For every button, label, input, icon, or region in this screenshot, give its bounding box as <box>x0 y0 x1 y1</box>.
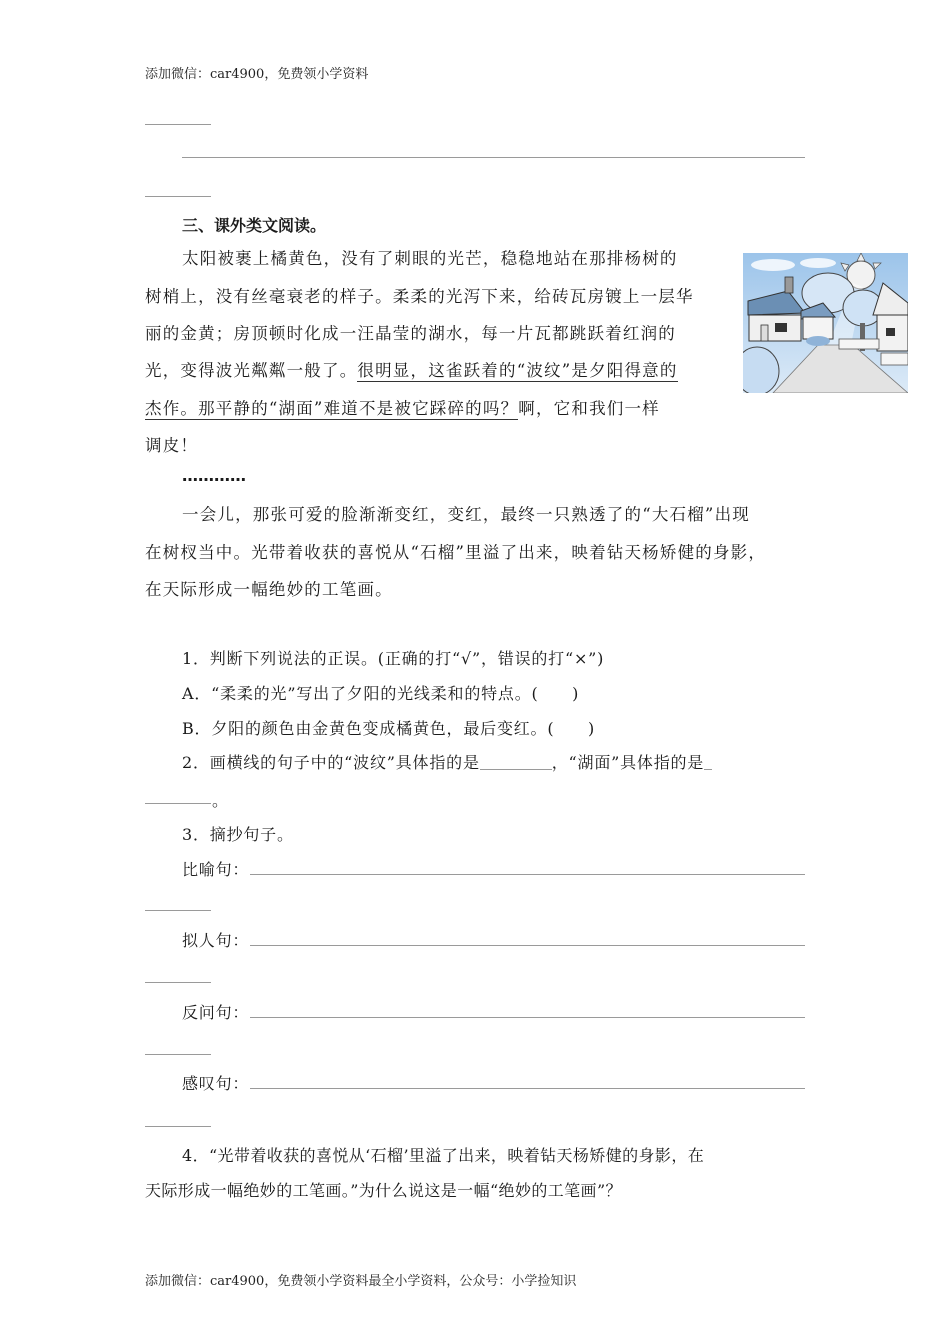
village-sunset-illustration <box>743 253 908 393</box>
exclamation-label: 感叹句： <box>182 1074 250 1093</box>
passage-line: 一会儿，那张可爱的脸渐渐变红，变红，最终一只熟透了的“大石榴”出现 <box>182 505 750 524</box>
rhetorical-question-label: 反问句： <box>182 1003 250 1022</box>
answer-blank-line[interactable] <box>145 196 211 197</box>
question-4-line: 4．“光带着收获的喜悦从‘石榴’里溢了出来，映着钻天杨矫健的身影，在 <box>182 1146 705 1165</box>
underlined-sentence: 杰作。那平静的“湖面”难道不是被它踩碎的吗？ <box>145 399 519 418</box>
simile-answer-line-cont[interactable] <box>145 910 211 911</box>
simile-answer-line[interactable] <box>250 874 805 875</box>
section-title: 三、课外类文阅读。 <box>182 216 327 235</box>
passage-line: 在天际形成一幅绝妙的工笔画。 <box>145 580 393 599</box>
page-header: 添加微信：car4900，免费领小学资料 <box>145 67 369 82</box>
personification-label: 拟人句： <box>182 931 250 950</box>
underlined-sentence: 很明显，这雀跃着的“波纹”是夕阳得意的 <box>357 361 678 380</box>
passage-text: 啊，它和我们一样 <box>518 399 660 418</box>
question-2-text: 2．画横线的句子中的“波纹”具体指的是 <box>182 753 480 772</box>
passage-line: 丽的金黄；房顶顿时化成一汪晶莹的湖水，每一片瓦都跳跃着红润的 <box>145 324 676 343</box>
answer-blank-ripple[interactable] <box>480 769 552 770</box>
simile-label: 比喻句： <box>182 860 250 879</box>
answer-blank-lake-cont[interactable] <box>145 803 211 804</box>
rhetorical-question-answer-line-cont[interactable] <box>145 1054 211 1055</box>
question-2-stem <box>182 750 712 773</box>
exclamation-answer-line[interactable] <box>250 1088 805 1089</box>
passage-line <box>145 395 660 419</box>
question-1-option-a[interactable]: A．“柔柔的光”写出了夕阳的光线柔和的特点。( ) <box>182 684 580 703</box>
passage-line: 树梢上，没有丝毫衰老的样子。柔柔的光泻下来，给砖瓦房镀上一层华 <box>145 287 694 306</box>
question-3-stem: 3．摘抄句子。 <box>182 825 294 844</box>
question-1-stem: 1．判断下列说法的正误。(正确的打“√”，错误的打“×”) <box>182 649 605 668</box>
rhetorical-question-answer-line[interactable] <box>250 1017 805 1018</box>
answer-blank-line[interactable] <box>182 157 805 158</box>
illustration-icon <box>743 253 908 393</box>
question-1-option-b[interactable]: B．夕阳的颜色由金黄色变成橘黄色，最后变红。( ) <box>182 719 596 738</box>
passage-line: 调皮！ <box>145 436 199 455</box>
answer-blank-line[interactable] <box>145 124 211 125</box>
page-footer: 添加微信：car4900，免费领小学资料最全小学资料，公众号：小学捡知识 <box>145 1274 577 1289</box>
personification-answer-line-cont[interactable] <box>145 982 211 983</box>
passage-line <box>145 357 678 381</box>
passage-text: 光，变得波光粼粼一般了。 <box>145 361 358 380</box>
exclamation-answer-line-cont[interactable] <box>145 1126 211 1127</box>
question-4-line: 天际形成一幅绝妙的工笔画。”为什么说这是一幅“绝妙的工笔画”？ <box>145 1181 622 1200</box>
passage-line: 太阳被裹上橘黄色，没有了刺眼的光芒，稳稳地站在那排杨树的 <box>182 249 678 268</box>
ellipsis: ………… <box>182 466 246 485</box>
answer-blank-lake[interactable] <box>704 769 712 770</box>
personification-answer-line[interactable] <box>250 945 805 946</box>
question-2-text: ，“湖面”具体指的是 <box>551 753 705 772</box>
passage-line: 在树杈当中。光带着收获的喜悦从“石榴”里溢了出来，映着钻天杨矫健的身影， <box>145 543 767 562</box>
question-2-end: 。 <box>212 791 229 810</box>
